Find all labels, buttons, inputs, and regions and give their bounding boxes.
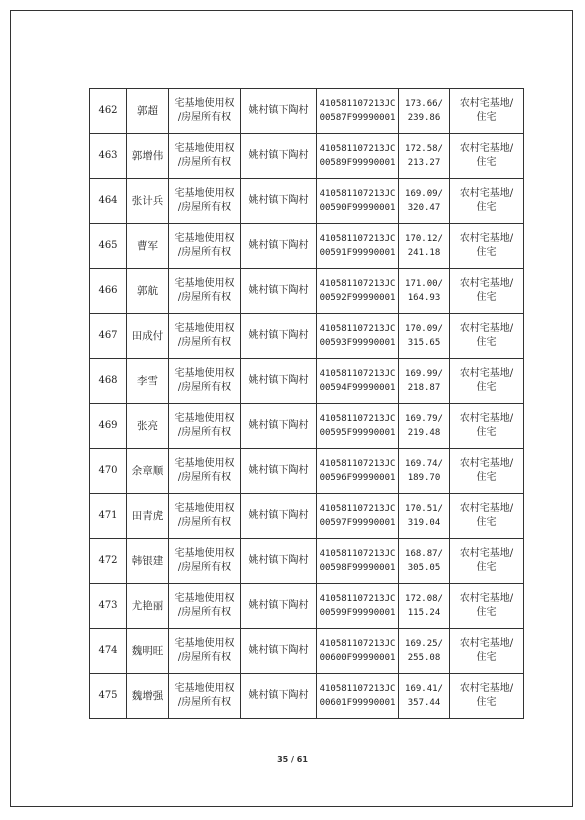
usage-text: 农村宅基地/ [459, 368, 514, 379]
unit-code-text: 00596F99990001 [319, 473, 396, 483]
unit-code-cell [317, 494, 399, 539]
unit-code-cell [317, 584, 399, 629]
usage-text: 农村宅基地/ [459, 638, 514, 649]
area-text: 169.79/ [405, 414, 443, 424]
unit-code-cell [317, 134, 399, 179]
location-cell [241, 224, 317, 269]
area-cell [399, 584, 450, 629]
row-number-text: 468 [98, 375, 118, 386]
unit-code-cell [317, 629, 399, 674]
unit-code-text: 00597F99990001 [319, 518, 396, 528]
right-type-text: 宅基地使用权 [174, 413, 235, 424]
usage-cell [450, 629, 524, 674]
right-type-text: 宅基地使用权 [174, 683, 235, 694]
table-row [90, 629, 524, 674]
right-type-text: 宅基地使用权 [174, 458, 235, 469]
area-cell [399, 134, 450, 179]
usage-text: 农村宅基地/ [459, 413, 514, 424]
unit-code-text: 00595F99990001 [319, 428, 396, 438]
location-text: 姚村镇下陶村 [248, 420, 309, 431]
usage-text: 住宅 [476, 292, 497, 303]
right-type-cell [169, 494, 241, 539]
usage-text: 住宅 [476, 697, 497, 708]
right-type-text: /房屋所有权 [177, 697, 232, 708]
unit-code-text: 00590F99990001 [319, 203, 396, 213]
usage-text: 农村宅基地/ [459, 548, 514, 559]
right-type-text: /房屋所有权 [177, 607, 232, 618]
table-row [90, 449, 524, 494]
row-number-cell [90, 89, 127, 134]
table-row [90, 314, 524, 359]
owner-name-cell [127, 584, 169, 629]
owner-name-text: 田青虎 [131, 510, 164, 522]
row-number-cell [90, 584, 127, 629]
usage-text: 住宅 [476, 652, 497, 663]
unit-code-cell [317, 404, 399, 449]
owner-name-cell [127, 179, 169, 224]
right-type-text: /房屋所有权 [177, 292, 232, 303]
area-cell [399, 224, 450, 269]
row-number-text: 465 [98, 240, 118, 251]
area-text: 320.47 [407, 203, 441, 213]
area-cell [399, 404, 450, 449]
right-type-text: 宅基地使用权 [174, 233, 235, 244]
right-type-text: /房屋所有权 [177, 112, 232, 123]
table-row [90, 404, 524, 449]
location-text: 姚村镇下陶村 [248, 555, 309, 566]
row-number-cell [90, 224, 127, 269]
right-type-cell [169, 404, 241, 449]
row-number-cell [90, 404, 127, 449]
usage-cell [450, 314, 524, 359]
right-type-text: 宅基地使用权 [174, 638, 235, 649]
area-text: 171.00/ [405, 279, 443, 289]
page-current: 35 [277, 755, 289, 764]
location-text: 姚村镇下陶村 [248, 510, 309, 521]
location-text: 姚村镇下陶村 [248, 105, 309, 116]
table-row [90, 134, 524, 179]
unit-code-text: 410581107213JC [319, 369, 396, 379]
right-type-cell [169, 269, 241, 314]
right-type-text: /房屋所有权 [177, 427, 232, 438]
area-text: 219.48 [407, 428, 441, 438]
unit-code-text: 410581107213JC [319, 189, 396, 199]
area-text: 169.25/ [405, 639, 443, 649]
area-text: 168.87/ [405, 549, 443, 559]
row-number-cell [90, 269, 127, 314]
usage-text: 住宅 [476, 157, 497, 168]
row-number-text: 474 [98, 645, 118, 656]
usage-cell [450, 359, 524, 404]
area-text: 255.08 [407, 653, 441, 663]
owner-name-text: 郭超 [137, 105, 158, 117]
right-type-text: 宅基地使用权 [174, 503, 235, 514]
land-registry-table [89, 88, 524, 719]
area-text: 213.27 [407, 158, 441, 168]
right-type-cell [169, 629, 241, 674]
table-row [90, 674, 524, 719]
unit-code-text: 00598F99990001 [319, 563, 396, 573]
area-text: 172.58/ [405, 144, 443, 154]
right-type-text: /房屋所有权 [177, 517, 232, 528]
right-type-text: 宅基地使用权 [174, 278, 235, 289]
row-number-cell [90, 629, 127, 674]
area-text: 315.65 [407, 338, 441, 348]
owner-name-cell [127, 134, 169, 179]
unit-code-text: 00593F99990001 [319, 338, 396, 348]
area-text: 169.09/ [405, 189, 443, 199]
row-number-text: 469 [98, 420, 118, 431]
unit-code-text: 410581107213JC [319, 144, 396, 154]
right-type-text: /房屋所有权 [177, 562, 232, 573]
usage-text: 农村宅基地/ [459, 233, 514, 244]
row-number-cell [90, 449, 127, 494]
right-type-cell [169, 674, 241, 719]
page-separator: / [288, 755, 297, 764]
owner-name-text: 魏明旺 [131, 645, 164, 657]
right-type-text: 宅基地使用权 [174, 323, 235, 334]
owner-name-text: 张计兵 [131, 195, 164, 207]
unit-code-text: 410581107213JC [319, 324, 396, 334]
area-cell [399, 314, 450, 359]
owner-name-cell [127, 449, 169, 494]
right-type-cell [169, 449, 241, 494]
usage-text: 农村宅基地/ [459, 98, 514, 109]
right-type-cell [169, 314, 241, 359]
owner-name-cell [127, 494, 169, 539]
unit-code-text: 00601F99990001 [319, 698, 396, 708]
unit-code-text: 00591F99990001 [319, 248, 396, 258]
area-cell [399, 269, 450, 314]
location-text: 姚村镇下陶村 [248, 150, 309, 161]
unit-code-cell [317, 179, 399, 224]
owner-name-cell [127, 674, 169, 719]
location-cell [241, 584, 317, 629]
usage-text: 农村宅基地/ [459, 323, 514, 334]
row-number-text: 462 [98, 105, 118, 116]
area-cell [399, 629, 450, 674]
area-cell [399, 89, 450, 134]
right-type-text: 宅基地使用权 [174, 143, 235, 154]
unit-code-text: 410581107213JC [319, 414, 396, 424]
right-type-cell [169, 89, 241, 134]
usage-cell [450, 674, 524, 719]
owner-name-text: 田成付 [131, 330, 164, 342]
right-type-text: /房屋所有权 [177, 472, 232, 483]
owner-name-text: 郭增伟 [131, 150, 164, 162]
area-text: 239.86 [407, 113, 441, 123]
right-type-text: 宅基地使用权 [174, 548, 235, 559]
right-type-text: /房屋所有权 [177, 247, 232, 258]
unit-code-text: 00592F99990001 [319, 293, 396, 303]
area-text: 218.87 [407, 383, 441, 393]
right-type-cell [169, 179, 241, 224]
usage-cell [450, 89, 524, 134]
unit-code-text: 00587F99990001 [319, 113, 396, 123]
location-cell [241, 494, 317, 539]
location-text: 姚村镇下陶村 [248, 330, 309, 341]
owner-name-cell [127, 224, 169, 269]
row-number-cell [90, 539, 127, 584]
area-cell [399, 179, 450, 224]
table-row [90, 539, 524, 584]
owner-name-text: 李雪 [137, 375, 158, 387]
row-number-cell [90, 314, 127, 359]
location-cell [241, 674, 317, 719]
usage-cell [450, 269, 524, 314]
owner-name-text: 魏增强 [131, 690, 164, 702]
owner-name-cell [127, 314, 169, 359]
usage-text: 农村宅基地/ [459, 683, 514, 694]
table-body [90, 89, 524, 719]
table-row [90, 269, 524, 314]
table-row [90, 494, 524, 539]
usage-cell [450, 224, 524, 269]
owner-name-text: 曹军 [137, 240, 158, 252]
location-text: 姚村镇下陶村 [248, 465, 309, 476]
location-cell [241, 359, 317, 404]
owner-name-text: 尤艳丽 [131, 600, 164, 612]
usage-cell [450, 584, 524, 629]
row-number-text: 472 [98, 555, 118, 566]
area-text: 189.70 [407, 473, 441, 483]
unit-code-text: 410581107213JC [319, 594, 396, 604]
usage-cell [450, 494, 524, 539]
unit-code-text: 410581107213JC [319, 99, 396, 109]
table-row [90, 359, 524, 404]
right-type-cell [169, 584, 241, 629]
row-number-cell [90, 494, 127, 539]
usage-text: 住宅 [476, 472, 497, 483]
usage-text: 住宅 [476, 607, 497, 618]
owner-name-cell [127, 539, 169, 584]
area-text: 241.18 [407, 248, 441, 258]
usage-text: 农村宅基地/ [459, 458, 514, 469]
area-text: 319.04 [407, 518, 441, 528]
right-type-cell [169, 539, 241, 584]
owner-name-text: 韩银建 [131, 555, 164, 567]
area-text: 170.09/ [405, 324, 443, 334]
owner-name-text: 张亮 [137, 420, 158, 432]
unit-code-text: 410581107213JC [319, 234, 396, 244]
right-type-text: /房屋所有权 [177, 382, 232, 393]
area-text: 169.99/ [405, 369, 443, 379]
usage-text: 住宅 [476, 247, 497, 258]
location-cell [241, 449, 317, 494]
unit-code-text: 00599F99990001 [319, 608, 396, 618]
row-number-cell [90, 134, 127, 179]
location-text: 姚村镇下陶村 [248, 285, 309, 296]
unit-code-text: 410581107213JC [319, 279, 396, 289]
area-cell [399, 359, 450, 404]
unit-code-text: 00600F99990001 [319, 653, 396, 663]
unit-code-cell [317, 359, 399, 404]
unit-code-cell [317, 269, 399, 314]
right-type-text: /房屋所有权 [177, 337, 232, 348]
usage-text: 农村宅基地/ [459, 188, 514, 199]
area-text: 169.41/ [405, 684, 443, 694]
owner-name-cell [127, 404, 169, 449]
table-row [90, 584, 524, 629]
usage-text: 住宅 [476, 337, 497, 348]
location-cell [241, 629, 317, 674]
location-text: 姚村镇下陶村 [248, 375, 309, 386]
unit-code-text: 410581107213JC [319, 549, 396, 559]
unit-code-text: 00594F99990001 [319, 383, 396, 393]
location-text: 姚村镇下陶村 [248, 240, 309, 251]
row-number-cell [90, 674, 127, 719]
owner-name-cell [127, 269, 169, 314]
usage-text: 农村宅基地/ [459, 278, 514, 289]
right-type-cell [169, 224, 241, 269]
row-number-cell [90, 179, 127, 224]
row-number-text: 463 [98, 150, 118, 161]
unit-code-text: 410581107213JC [319, 639, 396, 649]
location-cell [241, 314, 317, 359]
area-cell [399, 674, 450, 719]
unit-code-text: 410581107213JC [319, 504, 396, 514]
row-number-text: 464 [98, 195, 118, 206]
row-number-text: 471 [98, 510, 118, 521]
area-text: 305.05 [407, 563, 441, 573]
area-text: 164.93 [407, 293, 441, 303]
usage-text: 住宅 [476, 382, 497, 393]
right-type-text: /房屋所有权 [177, 157, 232, 168]
row-number-text: 467 [98, 330, 118, 341]
right-type-text: 宅基地使用权 [174, 188, 235, 199]
location-cell [241, 179, 317, 224]
owner-name-cell [127, 629, 169, 674]
usage-cell [450, 179, 524, 224]
right-type-text: 宅基地使用权 [174, 368, 235, 379]
usage-text: 住宅 [476, 112, 497, 123]
table-row [90, 179, 524, 224]
usage-cell [450, 539, 524, 584]
location-text: 姚村镇下陶村 [248, 645, 309, 656]
area-text: 169.74/ [405, 459, 443, 469]
area-cell [399, 449, 450, 494]
area-text: 172.08/ [405, 594, 443, 604]
right-type-cell [169, 359, 241, 404]
unit-code-cell [317, 449, 399, 494]
owner-name-cell [127, 359, 169, 404]
right-type-cell [169, 134, 241, 179]
location-cell [241, 539, 317, 584]
usage-text: 农村宅基地/ [459, 503, 514, 514]
row-number-text: 470 [98, 465, 118, 476]
owner-name-text: 郭航 [137, 285, 158, 297]
location-text: 姚村镇下陶村 [248, 690, 309, 701]
table-row [90, 224, 524, 269]
area-text: 357.44 [407, 698, 441, 708]
location-text: 姚村镇下陶村 [248, 195, 309, 206]
right-type-text: /房屋所有权 [177, 652, 232, 663]
usage-text: 住宅 [476, 517, 497, 528]
right-type-text: /房屋所有权 [177, 202, 232, 213]
unit-code-cell [317, 674, 399, 719]
area-text: 170.12/ [405, 234, 443, 244]
usage-cell [450, 404, 524, 449]
unit-code-text: 00589F99990001 [319, 158, 396, 168]
location-text: 姚村镇下陶村 [248, 600, 309, 611]
area-text: 170.51/ [405, 504, 443, 514]
area-cell [399, 494, 450, 539]
unit-code-cell [317, 89, 399, 134]
unit-code-cell [317, 224, 399, 269]
right-type-text: 宅基地使用权 [174, 98, 235, 109]
right-type-text: 宅基地使用权 [174, 593, 235, 604]
location-cell [241, 269, 317, 314]
unit-code-cell [317, 539, 399, 584]
location-cell [241, 89, 317, 134]
area-text: 115.24 [407, 608, 441, 618]
row-number-text: 466 [98, 285, 118, 296]
area-text: 173.66/ [405, 99, 443, 109]
usage-text: 住宅 [476, 202, 497, 213]
usage-cell [450, 134, 524, 179]
location-cell [241, 404, 317, 449]
usage-text: 农村宅基地/ [459, 143, 514, 154]
usage-text: 住宅 [476, 562, 497, 573]
unit-code-cell [317, 314, 399, 359]
page-number [0, 755, 585, 764]
row-number-text: 475 [98, 690, 118, 701]
unit-code-text: 410581107213JC [319, 459, 396, 469]
owner-name-cell [127, 89, 169, 134]
usage-cell [450, 449, 524, 494]
row-number-text: 473 [98, 600, 118, 611]
owner-name-text: 余章顺 [131, 465, 164, 477]
area-cell [399, 539, 450, 584]
location-cell [241, 134, 317, 179]
usage-text: 住宅 [476, 427, 497, 438]
row-number-cell [90, 359, 127, 404]
usage-text: 农村宅基地/ [459, 593, 514, 604]
unit-code-text: 410581107213JC [319, 684, 396, 694]
table-row [90, 89, 524, 134]
page-total: 61 [296, 755, 308, 764]
